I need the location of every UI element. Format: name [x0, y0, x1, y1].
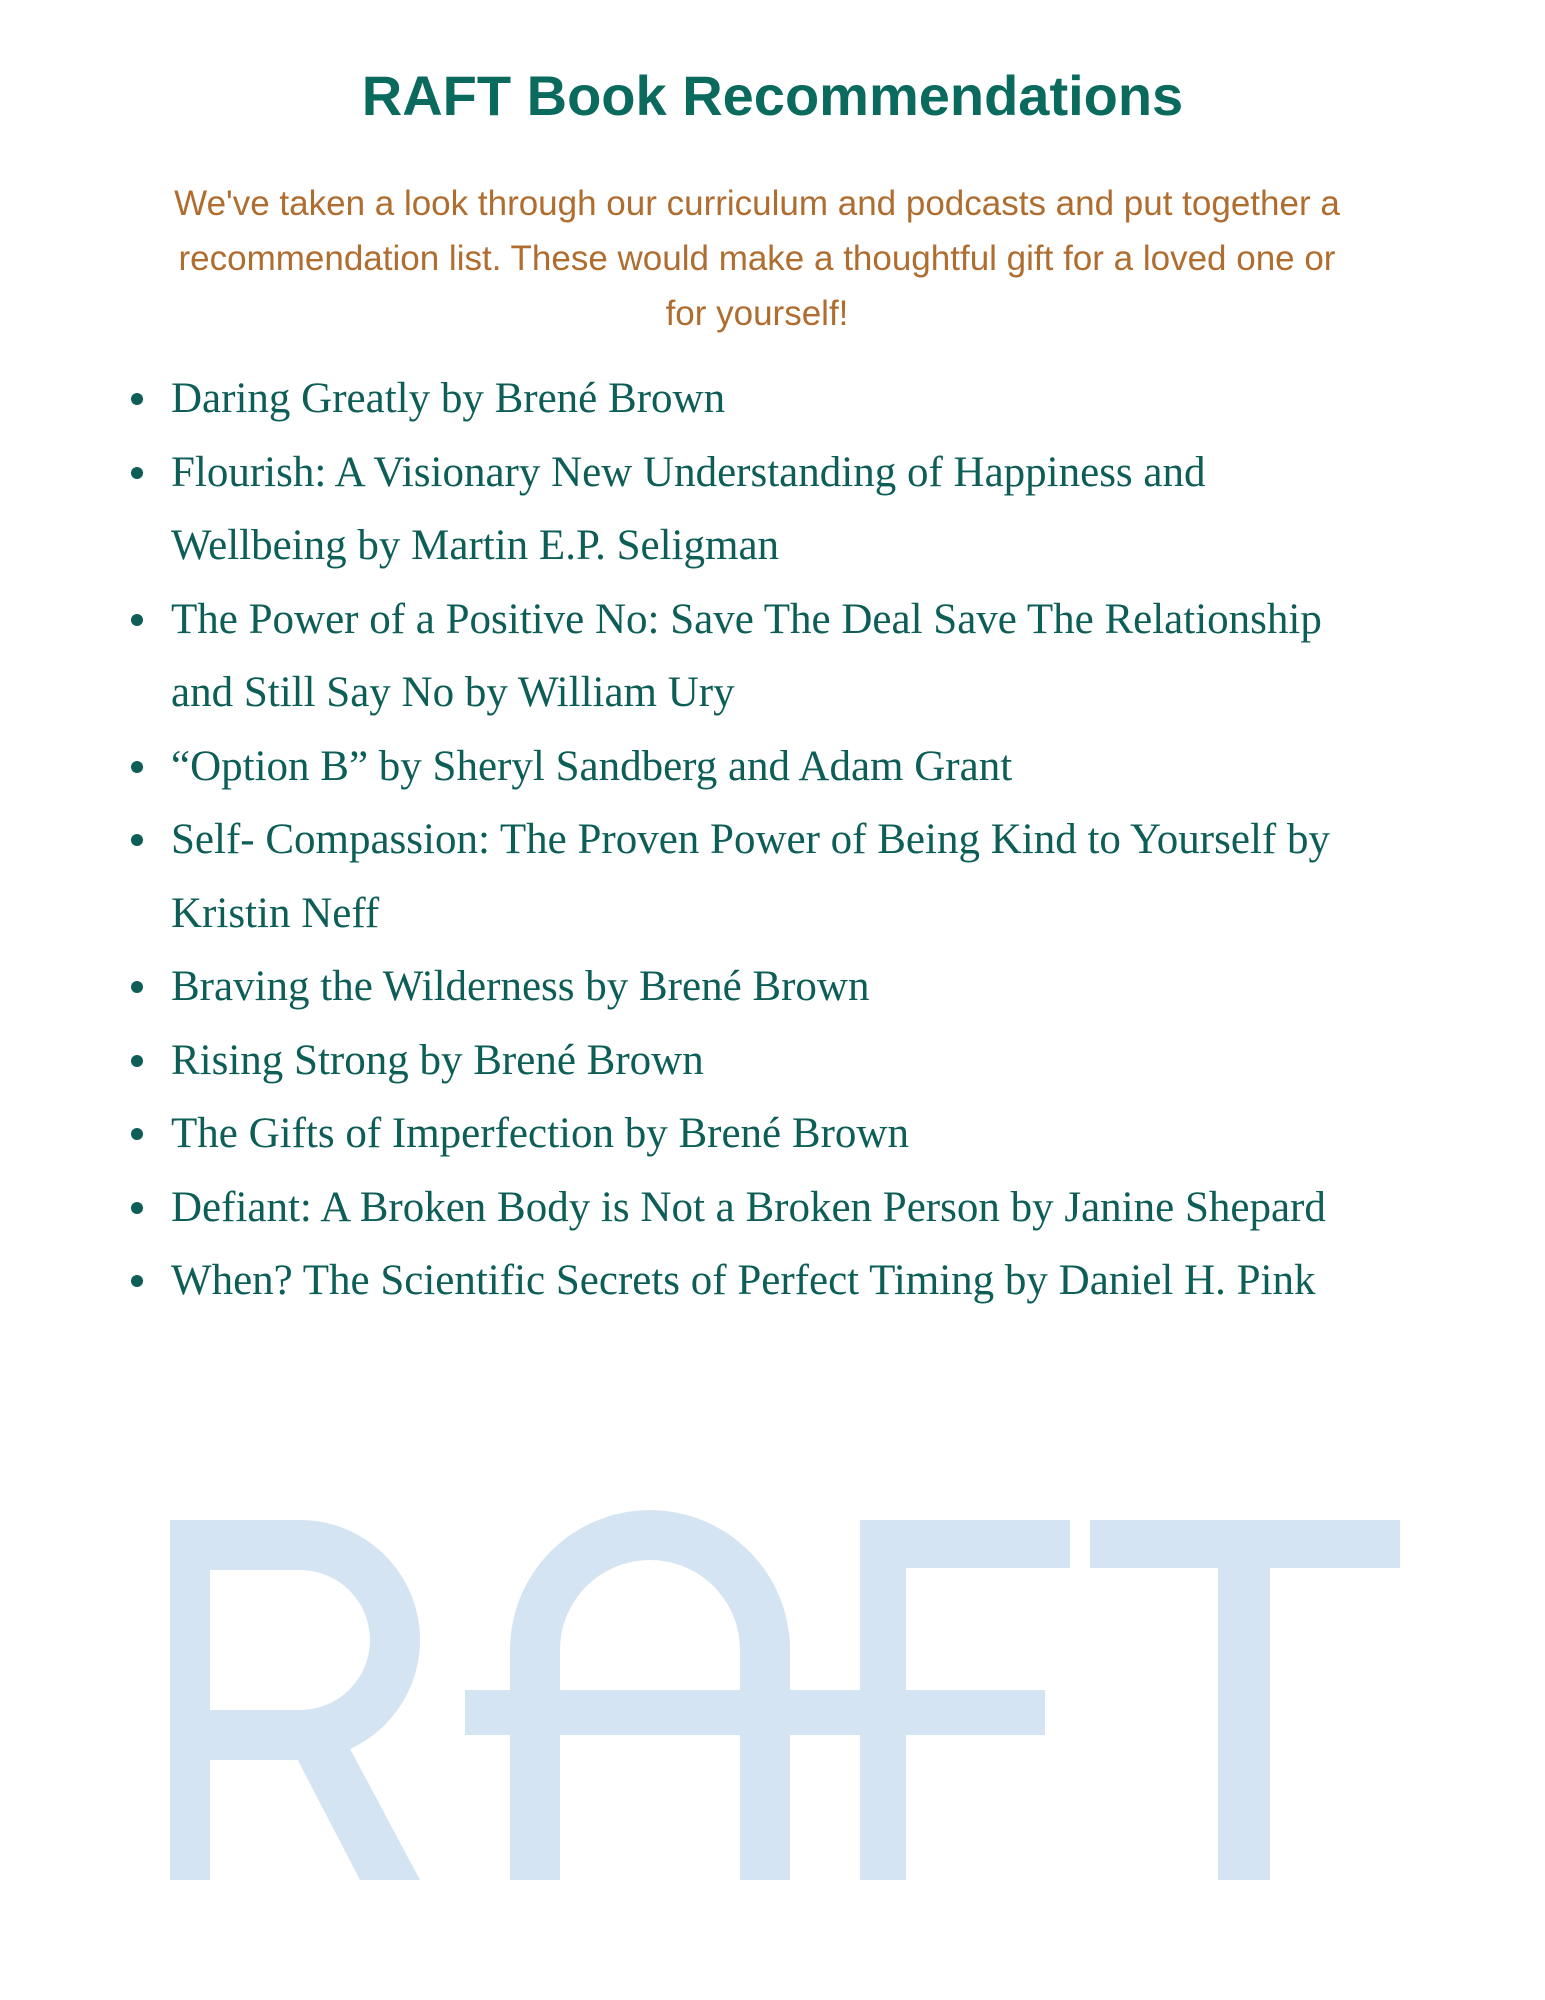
- raft-logo-letters: [170, 1510, 1400, 1880]
- list-item: [171, 803, 1371, 950]
- bullet-icon: [131, 614, 143, 626]
- list-item: [171, 950, 1371, 1024]
- list-item: [171, 1244, 1371, 1318]
- book-title: Rising Strong by Brené Brown: [171, 1036, 704, 1084]
- book-title: Braving the Wilderness by Brené Brown: [171, 963, 870, 1010]
- list-item: [171, 583, 1371, 730]
- bullet-icon: [131, 1055, 143, 1067]
- book-title: The Gifts of Imperfection by Brené Brown: [171, 1110, 909, 1157]
- bullet-icon: [131, 393, 143, 405]
- list-item: [171, 1171, 1371, 1245]
- book-title: Defiant: A Broken Body is Not a Broken Person by Janine Shepard: [171, 1183, 1326, 1231]
- bullet-icon: [131, 1275, 143, 1287]
- book-list: [171, 362, 1371, 1318]
- list-item: [171, 1097, 1371, 1171]
- book-title: Self- Compassion: The Proven Power of Being Kind to Yourself by Kristin Neff: [171, 816, 1330, 937]
- bullet-icon: [131, 834, 143, 846]
- bullet-icon: [131, 467, 143, 479]
- list-item: [171, 1024, 1371, 1098]
- bullet-icon: [131, 1202, 143, 1214]
- intro-text: We've taken a look through our curriculum and podcasts and put together a recommendation list. These would make a thoughtful gift for a loved one or for yourself!: [174, 184, 1340, 333]
- list-item: [171, 362, 1371, 436]
- book-title: Flourish: A Visionary New Understanding of Happiness and Wellbeing by Martin E.P. Seligman: [171, 448, 1206, 569]
- bullet-icon: [131, 761, 143, 773]
- book-title: “Option B” by Sheryl Sandberg and Adam Grant: [171, 742, 1013, 790]
- bullet-icon: [131, 981, 143, 993]
- raft-watermark-logo: [170, 1500, 1430, 1880]
- list-item: [171, 730, 1371, 804]
- book-title: When? The Scientific Secrets of Perfect Timing by Daniel H. Pink: [171, 1257, 1316, 1304]
- page-title: RAFT Book Recommendations: [361, 64, 1184, 127]
- bullet-icon: [131, 1128, 143, 1140]
- book-title: The Power of a Positive No: Save The Deal Save The Relationship and Still Say No by William Ury: [171, 595, 1322, 716]
- book-title: Daring Greatly by Brené Brown: [171, 375, 726, 422]
- list-item: [171, 436, 1371, 583]
